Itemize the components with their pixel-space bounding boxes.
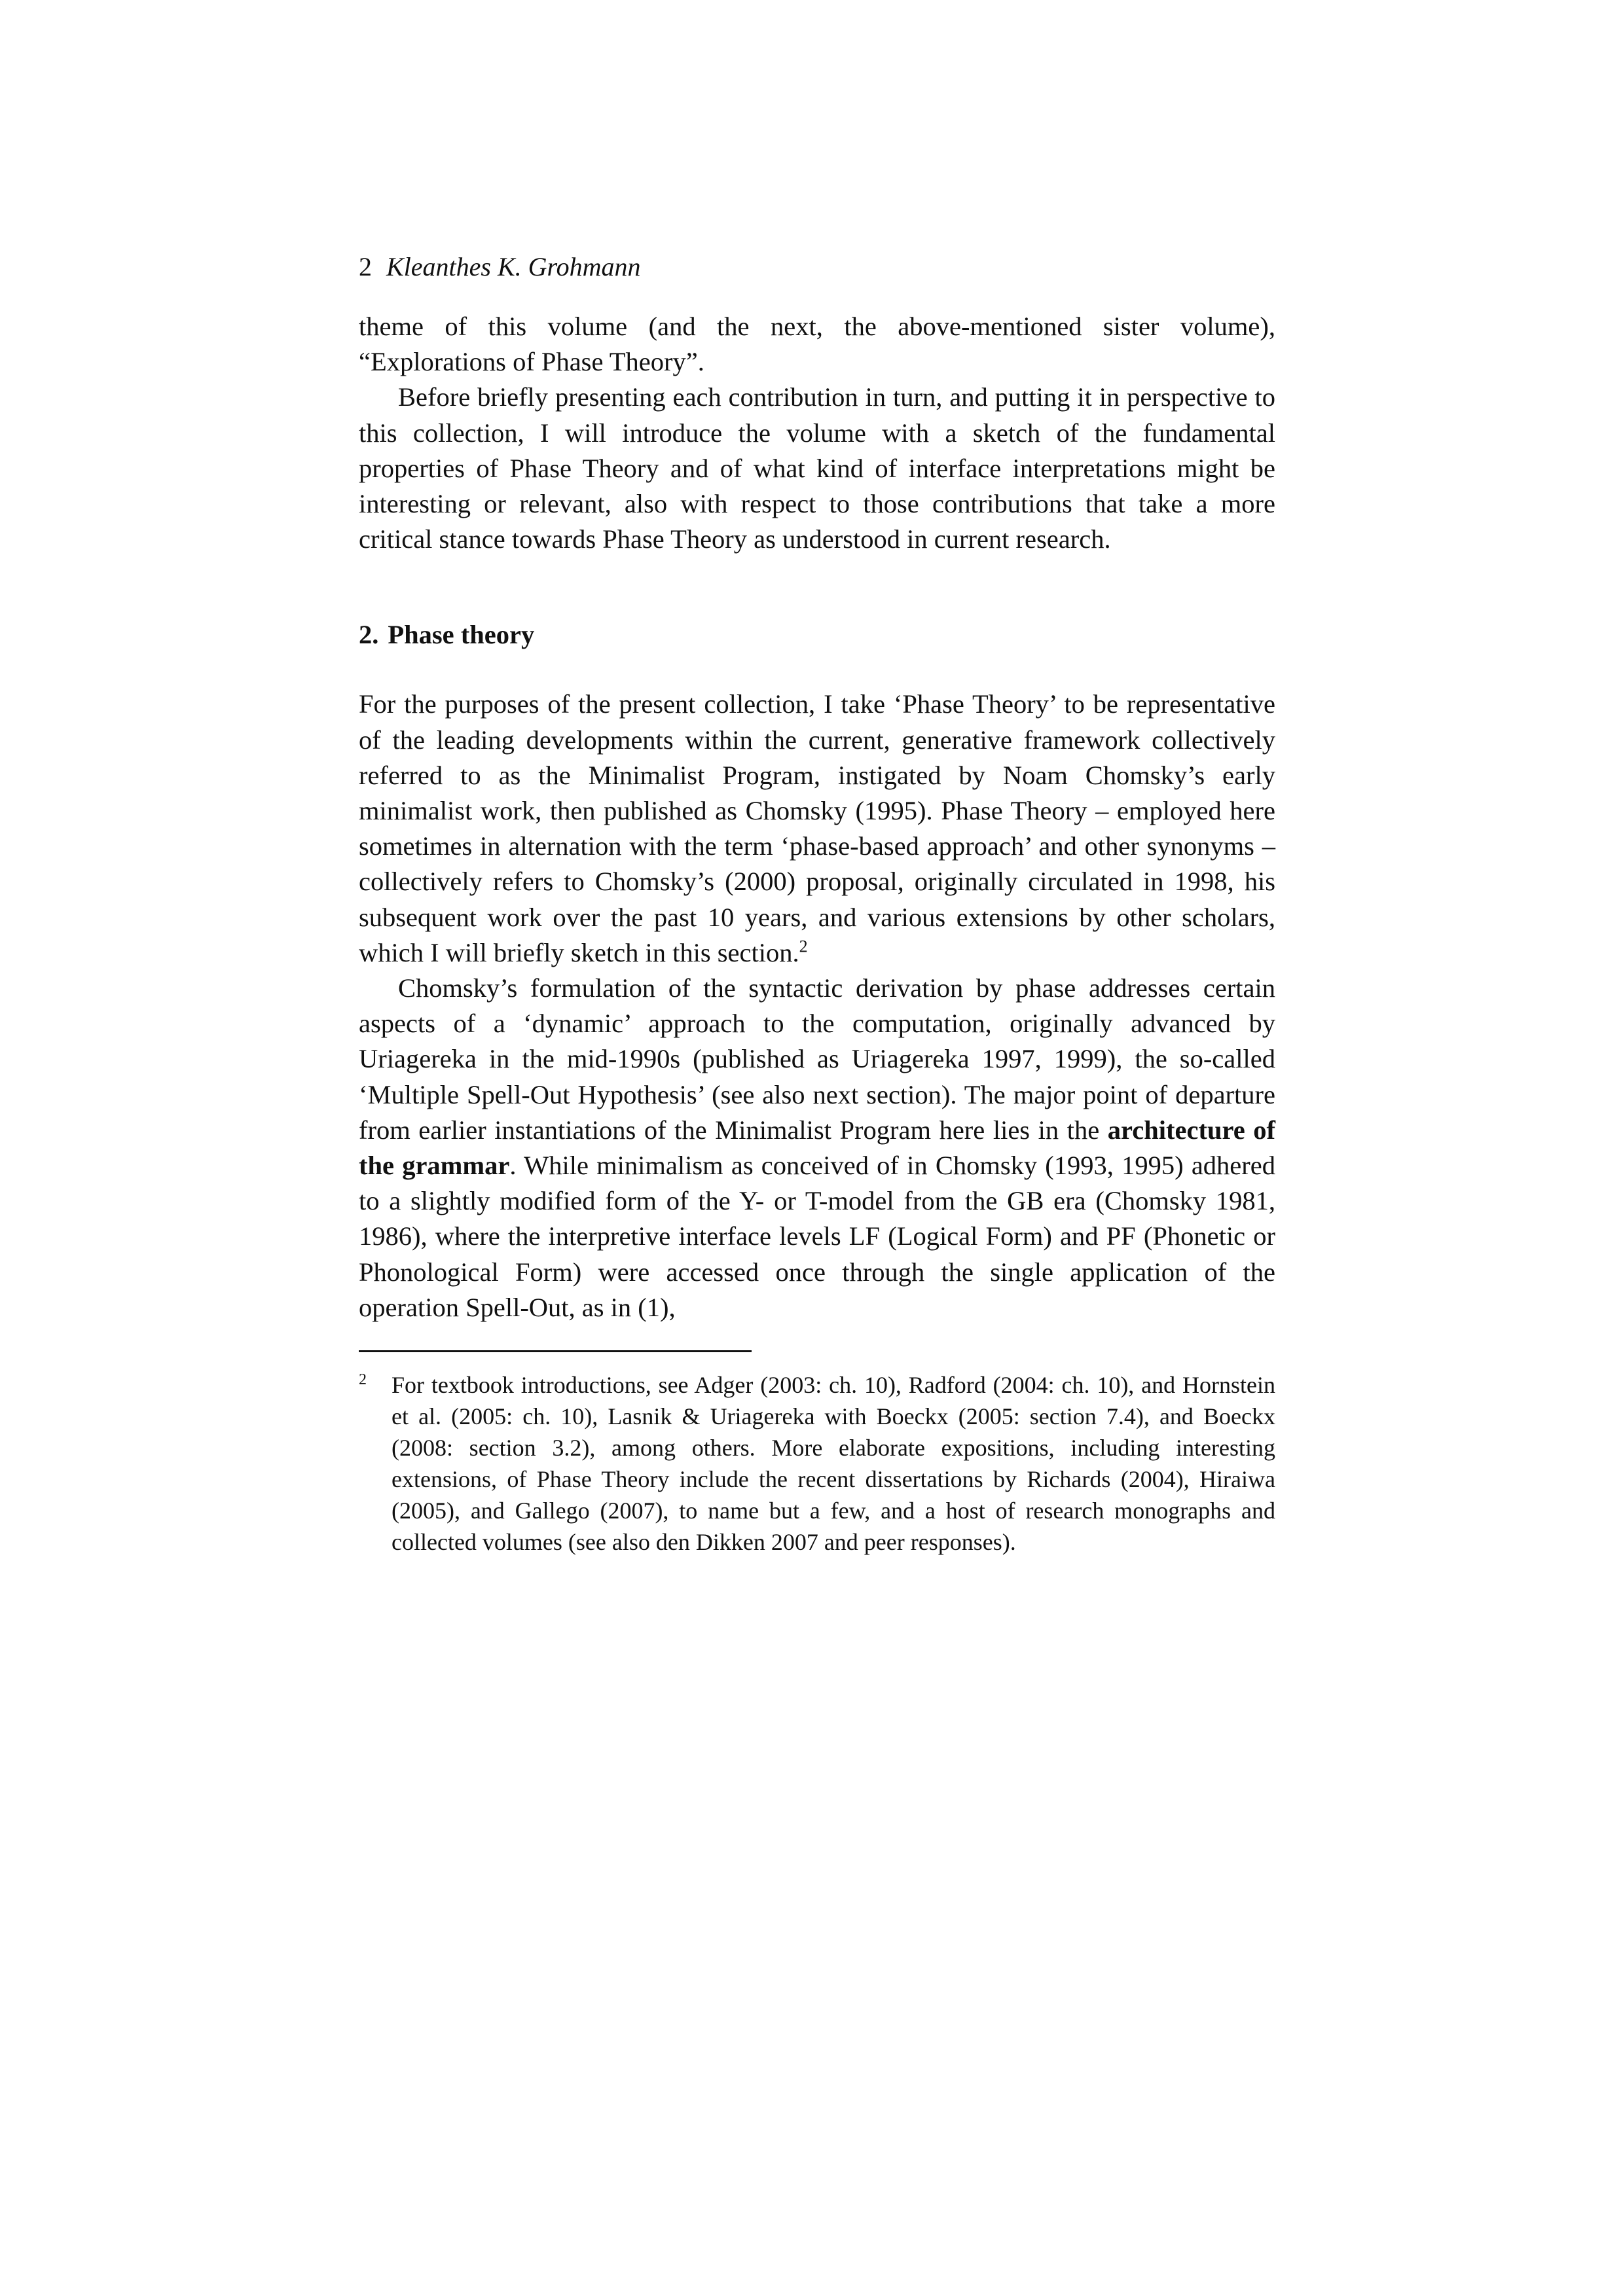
- section-title: Phase theory: [388, 620, 535, 650]
- footnote-divider: [359, 1350, 752, 1352]
- section-number: 2.: [359, 620, 379, 650]
- page-number: 2: [359, 252, 372, 281]
- running-head-author: Kleanthes K. Grohmann: [386, 252, 641, 281]
- paragraph-2-text-end: . While minimalism as conceived of in Chomsky (1993, 1995) adhered to a slightly modified form of the Y- or T-model from the GB era (Chomsky 1981, 1986), where the interpretive interface levels LF (Logical Form) and PF (Phonetic or Phonological Form) were accessed once through the single application of the operation Spell-Out, as in (1),: [359, 1151, 1275, 1322]
- intro-paragraph-overview: Before briefly presenting each contribution in turn, and putting it in perspective to this collection, I will introduce the volume with a sketch of the fundamental properties of Phase Theory and of what kind of interface interpretations might be interesting or relevant, also with respect to those contributions that take a more critical stance towards Phase Theory as understood in current research.: [359, 382, 1275, 554]
- paragraph-1-text: For the purposes of the present collection, I take ‘Phase Theory’ to be representative of the leading developments within the current, generative framework collectively referred to as the Minimalist Program, instigated by Noam Chomsky’s early minimalist work, then published as Chomsky (1995). Phase Theory – employed here sometimes in alternation with the term ‘phase-based approach’ and other synonyms – collectively refers to Chomsky’s (2000) proposal, originally circulated in 1998, his subsequent work over the past 10 years, and various extensions by other scholars, which I will briefly sketch in this section.: [359, 689, 1275, 967]
- running-head: [359, 249, 1275, 285]
- intro-paragraph-continued: theme of this volume (and the next, the above-mentioned sister volume), “Explorations of Phase Theory”.: [359, 312, 1275, 377]
- phase-theory-paragraph-1: [359, 687, 1275, 971]
- paragraph-2-text-start: Chomsky’s formulation of the syntactic derivation by phase addresses certain aspects of a ‘dynamic’ approach to the computation, originally advanced by Uriagereka in the mid-1990s (published as Uriagereka 1997, 1999), the so-called ‘Multiple Spell-Out Hypothesis’ (see also next section). The major point of departure from earlier instantiations of the Minimalist Program here lies in the: [359, 973, 1275, 1145]
- footnote-marker: 2: [359, 1371, 367, 1389]
- emphasis-architecture: architecture of the grammar: [359, 1115, 1276, 1181]
- footnote-2: [359, 1369, 1275, 1558]
- footnote-reference[interactable]: 2: [799, 937, 808, 956]
- book-page: [359, 249, 1275, 1558]
- footnote-text: For textbook introductions, see Adger (2003: ch. 10), Radford (2004: ch. 10), and Hornstein et al. (2005: ch. 10), Lasnik & Uriagereka with Boeckx (2005: section 7.4), and Boeckx (2008: section 3.2), among others. More elaborate expositions, including interesting extensions, of Phase Theory include the recent dissertations by Richards (2004), Hiraiwa (2005), and Gallego (2007), to name but a few, and a host of research monographs and collected volumes (see also den Dikken 2007 and peer responses).: [392, 1372, 1275, 1556]
- phase-theory-paragraph-2: [359, 971, 1275, 1325]
- section-heading: [359, 617, 1275, 653]
